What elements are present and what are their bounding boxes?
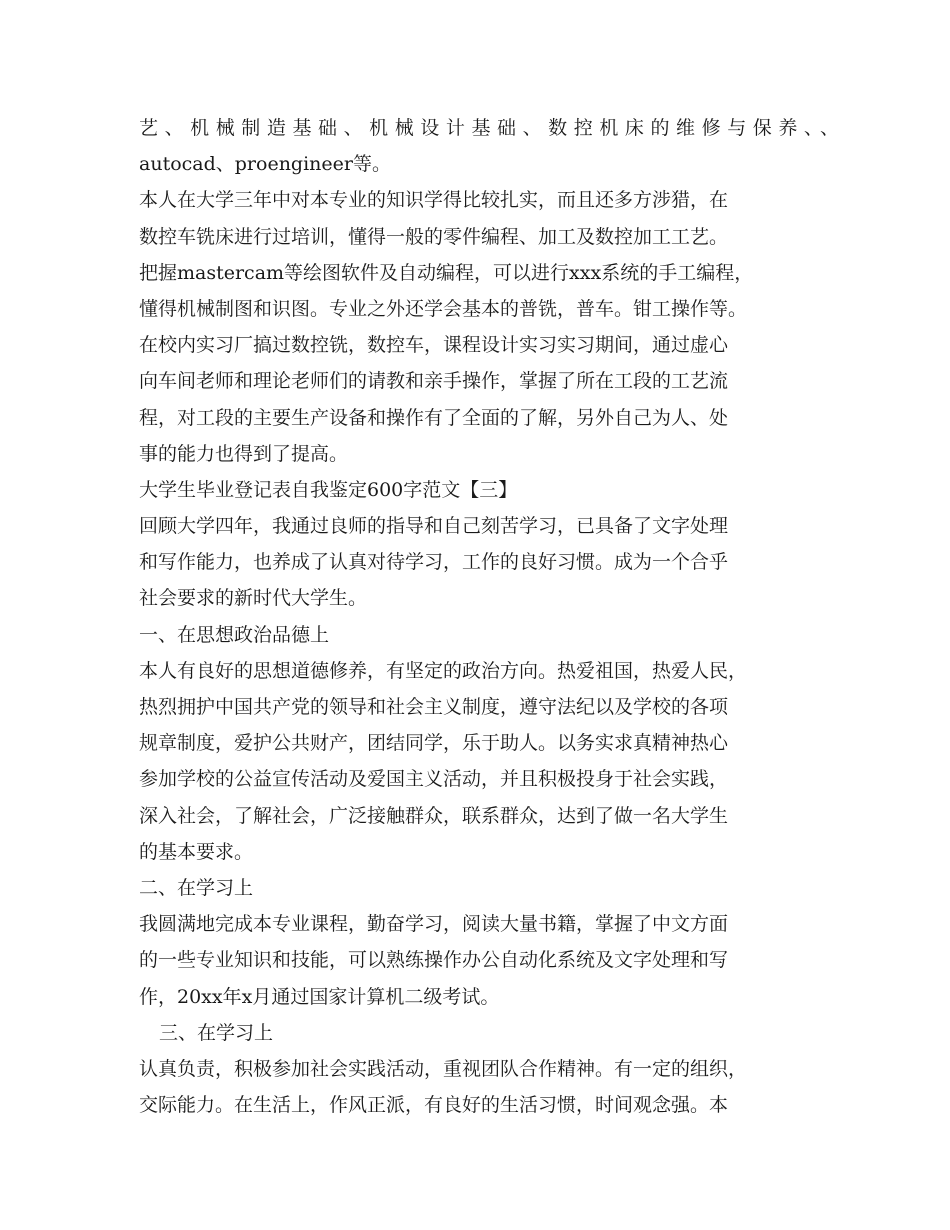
text-line: autocad、proengineer等。 — [139, 153, 391, 176]
text-line: 本人在大学三年中对本专业的知识学得比较扎实，而且还多方涉猎，在 — [139, 189, 729, 212]
text-line: 热烈拥护中国共产党的领导和社会主义制度，遵守法纪以及学校的各项 — [139, 696, 729, 718]
text-line: 在校内实习厂搞过数控铣，数控车，课程设计实习实习期间，通过虚心 — [139, 334, 729, 357]
text-line: 规章制度，爱护公共财产，团结同学，乐于助人。以务实求真精神热心 — [139, 732, 729, 755]
text-line: 数控车铣床进行过培训，懂得一般的零件编程、加工及数控加工工艺。 — [139, 225, 729, 248]
text-line: 二、在学习上 — [139, 876, 254, 899]
text-line: 参加学校的公益宣传活动及爱国主义活动，并且积极投身于社会实践， — [139, 768, 729, 791]
text-line: 社会要求的新时代大学生。 — [139, 587, 368, 610]
text-line: 事的能力也得到了提高。 — [139, 442, 349, 465]
text-line: 大学生毕业登记表自我鉴定600字范文【三】 — [139, 478, 518, 501]
text-line: 向车间老师和理论老师们的请教和亲手操作，掌握了所在工段的工艺流 — [139, 370, 729, 393]
text-line: 的一些专业知识和技能，可以熟练操作办公自动化系统及文字处理和写 — [139, 949, 729, 972]
text-line: 认真负责，积极参加社会实践活动，重视团队合作精神。有一定的组织， — [139, 1057, 748, 1080]
text-line: 本人有良好的思想道德修养，有坚定的政治方向。热爱祖国，热爱人民， — [139, 659, 748, 682]
text-line: 的基本要求。 — [139, 840, 254, 863]
text-line: 和写作能力，也养成了认真对待学习，工作的良好习惯。成为一个合乎 — [139, 551, 729, 574]
document-body — [139, 110, 839, 1123]
text-line: 把握mastercam等绘图软件及自动编程，可以进行xxx系统的手工编程， — [139, 261, 754, 284]
text-line: 深入社会，了解社会，广泛接触群众，联系群众，达到了做一名大学生 — [139, 804, 729, 827]
text-line: 回顾大学四年，我通过良师的指导和自己刻苦学习，已具备了文字处理 — [139, 515, 729, 538]
text-line: 三、在学习上 — [159, 1021, 274, 1044]
text-line: 程，对工段的主要生产设备和操作有了全面的了解，另外自己为人、处 — [139, 406, 729, 429]
text-line: 作，20xx年x月通过国家计算机二级考试。 — [139, 985, 500, 1008]
text-line: 艺、机械制造基础、机械设计基础、数控机床的维修与保养、、 — [139, 117, 839, 139]
text-line: 懂得机械制图和识图。专业之外还学会基本的普铣，普车。钳工操作等。 — [139, 297, 748, 320]
text-line: 我圆满地完成本专业课程，勤奋学习，阅读大量书籍，掌握了中文方面 — [139, 913, 729, 936]
text-line: 交际能力。在生活上，作风正派，有良好的生活习惯，时间观念强。本 — [139, 1094, 729, 1117]
text-line: 一、在思想政治品德上 — [139, 623, 330, 646]
